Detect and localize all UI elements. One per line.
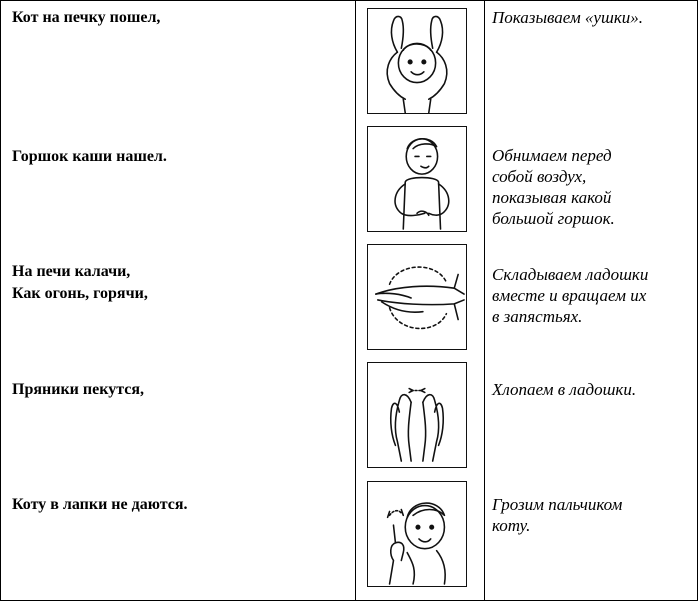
action-text: Хлопаем в ладошки. xyxy=(492,380,637,399)
child-hugging-air-icon xyxy=(367,126,467,232)
action-text: Показываем «ушки». xyxy=(492,8,644,27)
verse-text: Кот на печку пошел, xyxy=(12,9,161,26)
action-text: Грозим пальчиком коту. xyxy=(492,495,623,535)
column-divider xyxy=(484,1,485,600)
verse-text: Пряники пекутся, xyxy=(12,381,144,398)
column-divider xyxy=(355,1,356,600)
action-text: Обнимаем перед собой воздух, показывая какой большой горшок. xyxy=(492,146,615,228)
action-text: Складываем ладошки вместе и вращаем их в запястьях. xyxy=(492,265,649,326)
clapping-hands-icon xyxy=(367,362,467,468)
child-wagging-finger-icon xyxy=(367,481,467,587)
child-hands-ears-icon xyxy=(367,8,467,114)
verse-text: Горшок каши нашел. xyxy=(12,148,167,165)
verse-text: На печи калачи, Как огонь, горячи, xyxy=(12,263,148,302)
folded-palms-rotate-icon xyxy=(367,244,467,350)
verse-text: Коту в лапки не даются. xyxy=(12,496,188,513)
